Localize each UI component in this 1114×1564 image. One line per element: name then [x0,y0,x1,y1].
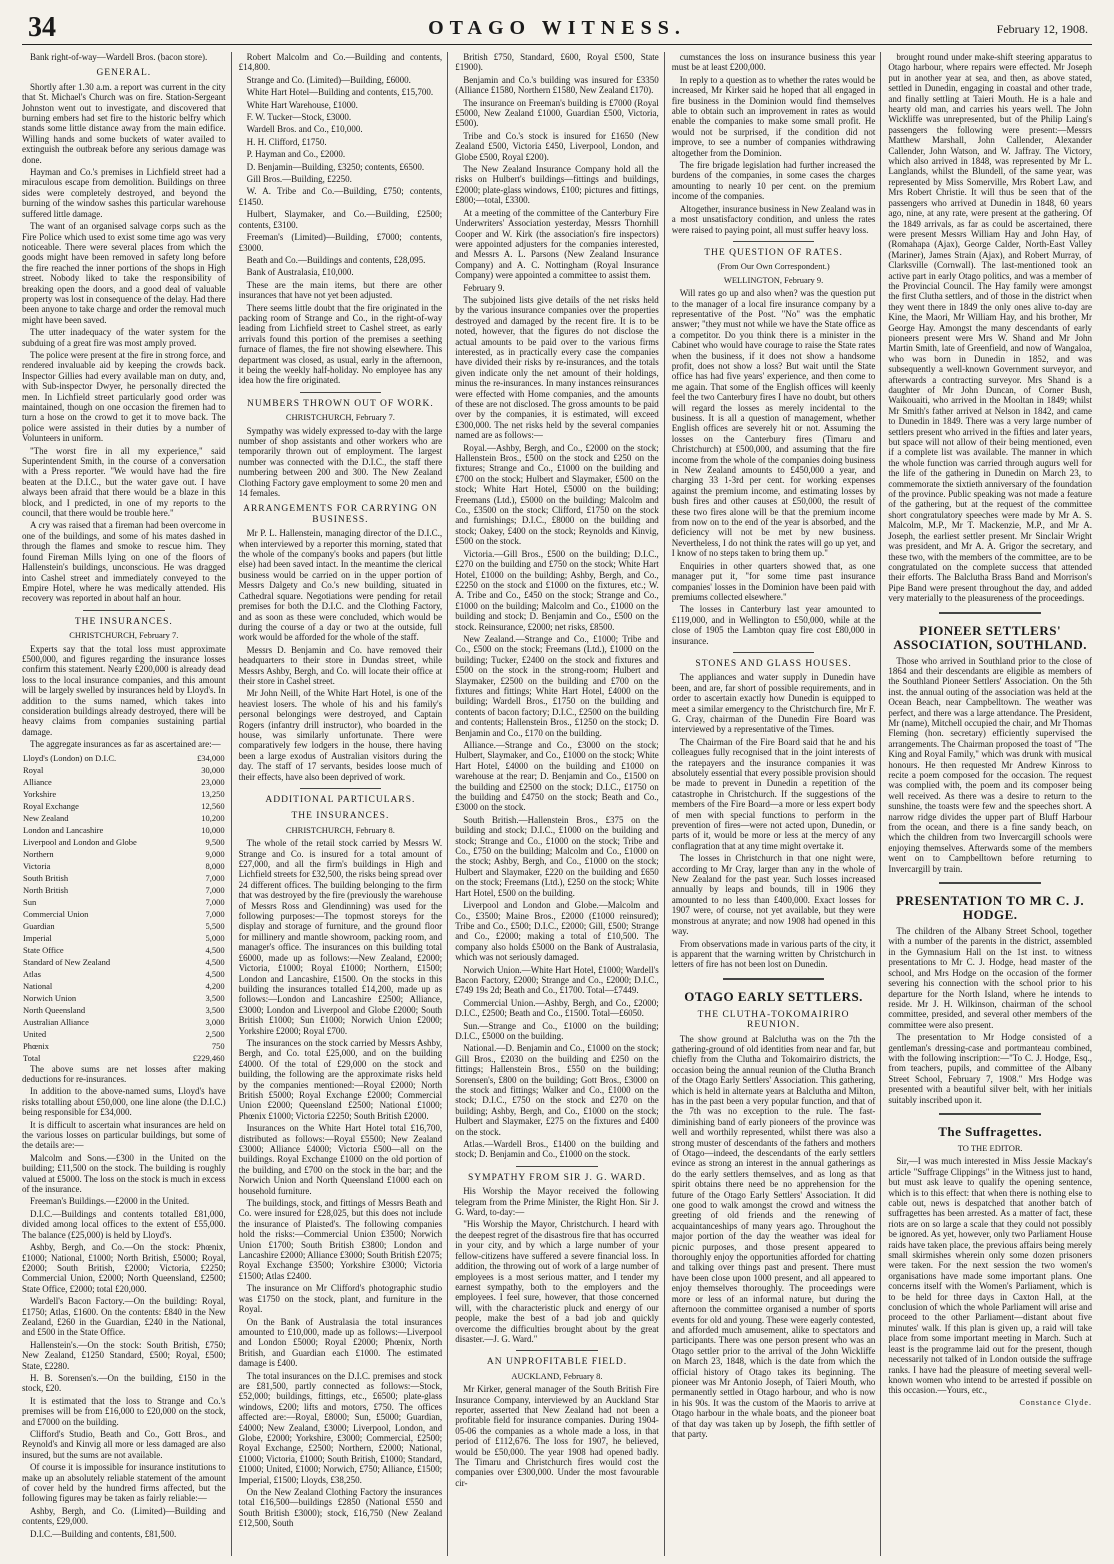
paragraph: P. Hayman and Co., £2000. [246,149,346,160]
section-heading: AN UNPROFITABLE FIELD. [486,1357,628,1368]
section-divider [723,978,825,980]
paragraph: From observations made in various parts of the city, it is apparent that the warning written by Christchurch in letters of fire has not been lost on Dunedin. [671,938,876,970]
paragraph: Mr P. L. Hallenstein, managing director of the D.I.C., when interviewed by a reporter this morning, stated that the whole of the company's books and papers (but little else) had been saved intact. In the meantime the clerical business would be carried on in the upper portion of Messrs Dalgety and Co.'s new building, situated in Cathedral square. Negotiations were pending for retail premises for both the D.I.C. and the Clothing Factory, and as soon as these were concluded, which would be during the course of a day or two at the outside, full work would be afforded for the whole of the staff. [238,528,443,643]
amount: £34,000 [196,752,225,763]
company-name: Commercial Union [23,908,89,919]
paragraph: The losses in Canterbury last year amounted to £119,000, and in Wellington to £50,000, while at the close of 1905 the Lambton quay fire cost £80,000 in insurance. [671,604,876,646]
company-name: Guardian [23,920,55,931]
section-heading: THE CLUTHA-TOKOMAIRIRO REUNION. [697,1009,850,1031]
table-row [22,764,226,776]
paragraph: White Hart Warehouse, £1000. [246,99,358,110]
paragraph: The show ground at Balclutha was on the 7th the gathering-ground of old identities from near and far, but chiefly from the Clutha and Tokomairiro districts, the occasion being the annual reunion of the Clutha Branch of the Otago Early Settlers' Association. This gathering, which is held in alternate years at Balclutha and Milton, has in the past been a very popular function, and that of the 7th was no exception to the rule. The fast-diminishing band of early pioneers of the province was well and worthily represented, whilst there was also a strong muster of descendants of the fathers and mothers of Otago—indeed, the descendants of the early settlers evince as strong an interest in the annual gatherings as do the early settlers themselves, and as long as that spirit obtains there need be no apprehension for the future of the Otago Early Settlers' Association. It did one good to walk amongst the crowd and witness the greeting of old friends and the renewing of acquaintanceships of many years ago. Throughout the major portion of the day the weather was ideal for picnic purposes, and those present appeared to thoroughly enjoy the opportunities afforded for chatting and talking over things past and present. There must have been close upon 1000 present, and all appeared to enjoy themselves thoroughly. The proceedings were more or less of an informal nature, but during the afternoon the committee organised a number of sports events for old and young. These were eagerly contested, and afforded much amusement, alike to spectators and participants. There was one person present who was an Otago settler prior to the arrival of the John Wickliffe on March 23, 1848, which is the date from which the official history of Otago takes its beginning. The pioneer was Mr Antonio Joseph, of Taieri Mouth, who permanently settled in Otago harbour, and who is now in his 90s. It was the custom of the Maoris to arrive at Otago harbour in the whale boats, and the pioneer boat of that day was taken up by Joseph, the fifth settler of that party. [671,1033,876,1439]
amount: 7,000 [205,884,225,895]
paragraph: There seems little doubt that the fire originated in the packing room of Strange and Co., in the right-of-way leading from Lichfield street to Cashel street, as early arrivals found this portion of the premises a seething furnace of flames, the fire not showing elsewhere. This department was closed, as usual, early in the afternoon, it being the weekly half-holiday. No employee has any idea how the fire originated. [238,302,443,386]
company-name: Standard of New Zealand [23,956,111,967]
paragraph: The insurance on Freeman's building is £7000 (Royal £5000, New Zealand £1000, Guardian £500, Victoria, £500). [455,97,659,129]
section-divider [516,1166,597,1167]
paragraph: Experts say that the total loss must approximate £500,000, and figures regarding the insurance losses confirm this statement. Nearly £200,000 is already dead loss to the local insurance companies, and this amount will be largely swelled by insurances held by Lloyd's. In addition to the sums named, which takes into consideration buildings already destroyed, there will be heavy claims from companies sustaining partial damage. [22,643,226,737]
dateline: CHRISTCHURCH, February 8. [285,824,395,835]
paragraph: The insurance on Mr Clifford's photographic studio was £1750 on the stock, plant, and furniture in the Royal. [238,1283,443,1315]
amount: 13,250 [201,788,225,799]
paragraph: Sir,—I was much interested in Miss Jessie Mackay's article "Suffrage Clippings" in the Witness just to hand, but must ask leave to qualify the opening sentence, which is to this effect: that when there is nothing else to cable out, news is despatched that another batch of suffragettes has been arrested. As a matter of fact, these riots are on so large a scale that they could not possibly be ignored. As yet, however, only two Parliament House raids have taken place, the previous affairs being merely small skirmishes wherein only some dozen prisoners were taken. For the next session the two women's organisations have made some important plans. One concerns itself with the Women's Parliament, which is to be held for three days in Caxton Hall, at the conclusion of which the whole Parliament will arise and proceed to the other Parliament—distant about five minutes' walk. If this plan is given up, a raid will take place from some important meeting in March. Such at least is the programme laid out for the present, though necessarily not talked of in London outside the suffrage ranks. I have had the pleasure of meeting several well-known women who intend to be arrested if possible on this occasion.—Yours, etc., [888,1156,1092,1396]
paragraph: Messrs D. Benjamin and Co. have removed their headquarters to their store in Dundas street, while Messrs Ashby, Bergh, and Co. will locate their office at their store in Cashel street. [238,644,443,686]
section-divider [939,612,1041,614]
column-2 [239,52,449,1556]
company-name: South British [23,872,69,883]
company-name: Royal Exchange [23,800,79,811]
paragraph: The New Zealand Insurance Company hold all the risks on Hulbert's buildings—fittings and buildings, £2000; plate-glass windows, £100; pictures and fittings, £800;—total, £3300. [455,164,659,206]
paragraph: Of course it is impossible for insurance institutions to make up an absolutely reliable statement of the amount of cover held by the hundred firms affected, but the following figures may be taken as fairly reliable:— [22,1462,226,1504]
paragraph: Beath and Co.—Buildings and contents, £28,095. [246,254,426,265]
paragraph: Benjamin and Co.'s building was insured for £3350 (Alliance £1580, Northern £1580, New Zealand £170). [455,74,659,96]
paragraph: H. B. Sorensen's.—On the building, £150 in the stock, £20. [22,1372,226,1394]
company-name: North British [23,884,69,895]
company-name: Royal [23,764,44,775]
paragraph: The police were present at the fire in strong force, and rendered invaluable aid by keeping the crowds back. Inspector Gillies had every available man on duty, and, with Sub-inspector Dwyer, he personally directed the men. In Lichfield street particularly good order was maintained, though on one occasion the firemen had to turn a hose on the crowd to get it to move back. The police were assisted in their duties by a number of Volunteers in uniform. [22,349,226,444]
paragraph: Hallenstein's.—On the stock: South British, £750; New Zealand, £1250 Standard, £500; Royal, £500; State, £2280. [22,1339,226,1371]
section-heading: ADDITIONAL PARTICULARS. [265,795,416,805]
section-heading: NUMBERS THROWN OUT OF WORK. [247,398,434,409]
paragraph: Enquiries in other quarters showed that, as one manager put it, "for some time past insurance companies' losses in the Dominion have been paid with premiums collected elsewhere." [671,560,876,602]
paragraph: It is estimated that the loss to Strange and Co.'s premises will be from £16,000 to £20,000 on the stock, and £7000 on the building. [22,1395,226,1427]
paragraph: Robert Malcolm and Co.—Building and contents, £14,800. [238,52,443,73]
section-heading: THE INSURANCES. [74,616,173,627]
dateline: WELLINGTON, February 9. [723,274,824,285]
paragraph: National.—D. Benjamin and Co., £1000 on the stock; Gill Bros., £2030 on the building and £250 on the fittings; Hallenstein Bros., £550 on the building; Sorensen's, £800 on the building; Gott Bros., £3000 on the stock and fittings; Walker and Co., £1000 on the stock; D.I.C., £750 on the stock and £270 on the building; Ashby, Bergh, and Co., £1000 on the stock; Hulbert and Slaymaker, £275 on the fixtures and £400 on the stock. [455,1043,659,1137]
article-headline: The Suffragettes. [938,1123,1043,1139]
table-row [22,1016,226,1028]
company-name: Total [23,1052,41,1063]
paragraph: Freeman's (Limited)—Building, £7000; contents, £3000. [238,232,443,253]
paragraph: At a meeting of the committee of the Canterbury Fire Underwriters' Association yesterday, Messrs Thornhill Cooper and W. Kirk (the association's fire inspectors) were appointed adjusters for the companies interested, and Messrs A. L. Parsons (New Zealand Insurance Company) and A. C. Nottingham (Royal Insurance Company) were appointed a committee to assist them. [455,207,659,281]
amount: 3,000 [205,1016,225,1027]
paragraph: D.I.C.—Buildings and contents totalled £81,000, divided among local offices to the extent of £55,000. The balance (£25,000) is held by Lloyd's. [22,1208,226,1240]
paragraph: On the New Zealand Clothing Factory the insurances total £16,500—buildings £2850 (National £550 and South British £3000); stock, £16,750 (New Zealand £12,500, South [238,1487,443,1529]
amount: 7,000 [205,896,225,907]
article-columns [22,52,1092,1556]
paragraph: The insurances on the stock carried by Messrs Ashby, Bergh, and Co. total £25,000, and on the building £4000. Of the total of £29,000 on the stock and building, the following are the approximate risks held by the companies mentioned:—Royal £2000; North British £5000; Royal Exchange £2000; Commercial Union £2000; Queensland £2500; National £1000; Phœnix £1000; Victoria £2250; South British £2000. [238,1037,443,1121]
amount: 7,000 [205,872,225,883]
table-row [22,788,226,800]
table-row [22,884,226,896]
amount: 750 [211,1040,225,1051]
table-row [22,908,226,920]
paragraph: In addition to the above-named sums, Lloyd's have risks totalling about £50,000, one line alone (the D.I.C.) being responsible for £34,000. [22,1086,226,1118]
table-row [22,800,226,812]
amount: £229,460 [192,1052,225,1063]
paragraph: Victoria.—Gill Bros., £500 on the building; D.I.C., £270 on the building and £750 on the stock; White Hart Hotel, £1000 on the building; Ashby, Bergh, and Co., £2250 on the stock and £1000 on the fixtures, etc.; W. A. Tribe and Co., £450 on the stock; Strange and Co., £1000 on the building; Malcolm and Co., £1000 on the building and stock; D. Benjamin and Co., £500 on the stock. Reinsurance, £2000; net risks, £8500. [455,548,659,632]
company-name: Liverpool and London and Globe [23,836,137,847]
newspaper-title: OTAGO WITNESS. [428,17,686,39]
company-name: Atlas [23,968,41,979]
company-name: National [23,980,53,991]
table-row [22,932,226,944]
paragraph: Malcolm and Sons.—£300 in the United on the building; £11,500 on the stock. The building is roughly valued at £5000. The loss on the stock is much in excess of the insurance. [22,1152,226,1195]
amount: 4,500 [205,956,225,967]
company-name: Sun [23,896,37,907]
amount: 9,500 [205,836,225,847]
article-headline: PIONEER SETTLERS' ASSOCIATION, SOUTHLAND. [893,622,1087,652]
company-name: Alliance [23,776,52,787]
amount: 4,500 [205,968,225,979]
company-name: Lloyd's (London) on D.I.C. [23,752,117,763]
section-heading: ARRANGEMENTS FOR CARRYING ON BUSINESS. [243,504,438,525]
paragraph: The above sums are net losses after making deductions for re-insurances. [22,1063,226,1084]
paragraph: D. Benjamin—Building, £3250; contents, £6500. [246,161,425,172]
company-name: Victoria [23,860,51,871]
table-row [22,980,226,992]
paragraph: Commercial Union.—Ashby, Bergh, and Co., £2000; D.I.C., £2500; Beath and Co., £1500. Total—£6050. [455,997,659,1019]
paragraph: Royal.—Ashby, Bergh, and Co., £2000 on the stock; Hallenstein Bros., £500 on the stock and £250 on the fixtures; Strange and Co., £1000 on the building and £700 on the stock; Hulbert and Slaymaker, £500 on the stock; White Hart Hotel, £5000 on the building; Freemans (Ltd.), £5000 on the building; Malcolm and Co., £3500 on the stock; Clifford, £1750 on the stock and furnishings; D.I.C., £8000 on the building and stock; Oakey, £400 on the stock; Reynolds and Kinvig, £500 on the stock. [455,442,659,547]
paragraph: On the Bank of Australasia the total insurances amounted to £10,000, made up as follows:—Liverpool and London £5000; Royal £2000; Phœnix, North British, and Guardian each £1000. The estimated damage is £400. [238,1316,443,1369]
paragraph: Alliance.—Strange and Co., £3000 on the stock; Hulbert, Slaymaker, and Co., £1000 on the stock; White Hart Hotel, £4000 on the building and £1000 on warehouse at the rear; D. Benjamin and Co., £1500 on the building and £2500 on the stock; D.I.C., £1750 on the building and £4750 on the stock; Beath and Co., £3000 on the stock. [455,740,659,813]
paragraph: Tribe and Co.'s stock is insured for £1650 (New Zealand £500, Victoria £450, Liverpool, London, and Globe £500, Royal £200). [455,130,659,162]
paragraph: Hayman and Co.'s premises in Lichfield street had a miraculous escape from demolition. Buildings on three sides were completely destroyed, and beyond the burning of the window sashes this particular warehouse suffered little damage. [22,167,226,219]
paragraph: Bank of Australasia, £10,000. [246,267,354,278]
table-row [22,968,226,980]
table-row [22,896,226,908]
company-name: Phœnix [23,1040,49,1051]
paragraph: Freeman's Buildings.—£2000 in the United. [30,1196,190,1207]
paragraph: It is difficult to ascertain what insurances are held on the various losses on particular buildings, but some of the details are:— [22,1119,226,1151]
company-name: Yorkshire [23,788,57,799]
paragraph: Insurances on the White Hart Hotel total £16,700, distributed as follows:—Royal £5500; New Zealand £3000; Alliance £4000; Victoria £500—all on the buildings. Royal Exchange £1000 on the old portion of the building, and £700 on the stock in the bar; and the Norwich Union and North Queensland £1000 each on household furniture. [238,1123,443,1196]
column-3 [455,52,665,1556]
amount: 23,000 [201,776,225,787]
company-name: New Zealand [23,812,69,823]
section-heading: THE INSURANCES. [291,811,390,822]
dateline: CHRISTCHURCH, February 7. [69,630,179,641]
article-headline: PRESENTATION TO MR C. J. HODGE. [896,893,1085,923]
paragraph: The appliances and water supply in Dunedin have been, and are, far short of possible requirements, and in order to ascertain exactly how Dunedin is equipped to meet a similar emergency to the Christchurch fire, Mr F. G. Cray, chairman of the Dunedin Fire Board was interviewed by a representative of the Times. [671,672,876,735]
paragraph: "The worst fire in all my experience," said Superintendent Smith, in the course of a conversation with a Press reporter. "We would have had the fire beaten at the D.I.C., but the water gave out. I have always been afraid that there would be a blaze in this block, and I predicted, in one of my reports to the council, that there would be trouble here." [22,445,226,519]
amount: 10,200 [201,812,225,823]
amount: 3,500 [205,1004,225,1015]
paragraph: His Worship the Mayor received the following telegram from the Prime Minister, the Right Hon. Sir J. G. Ward, to-day:— [455,1186,659,1218]
section-divider [300,788,381,789]
paragraph: The utter inadequacy of the water system for the subduing of a great fire was most amply proved. [22,327,226,348]
table-row [22,956,226,968]
table-row [22,1040,226,1052]
amount: 9,000 [205,848,225,859]
paragraph: cumstances the loss on insurance business this year must be at least £200,000. [671,52,876,73]
signature: Constance Clyde. [1019,1397,1092,1407]
paragraph: Those who arrived in Southland prior to the close of 1864 and their descendants are eligible as members of the Southland Pioneer Settlers' Association. On the 5th inst. the annual outing of the association was held at the Ocean Beach, near Campbelltown. The weather was perfect, and there was a large attendance. The President, Mr (name), Mitchell occupied the chair, and Mr Thomas Fleming (hon. secretary) efficiently supervised the arrangements. The Chairman proposed the toast of "The King and Royal Family," which was drunk with musical honours. He then requested Mr Andrew Kinross to recite a poem composed for the occasion. The request was complied with, the poem and its composer being well received. As there was a desire to return to the sunshine, the toasts were few and the speeches short. A narrow ridge divides the upper part of Bluff Harbour from the ocean, and there is a fine sandy beach, on which the children from two Invercargill schools were enjoying themselves. Afterwards some of the members went on to Campbelltown before returning to Invercargill by train. [888,655,1092,874]
paragraph: The subjoined lists give details of the net risks held by the various insurance companies over the properties destroyed and damaged by the recent fire. It is to be noted, however, that the figures do not disclose the actual amounts to be paid over to the various firms interested, as in practically every case the companies have divided their risks by re-insurances, and the totals given indicate only the net amount of their holdings, minus the re-insurances. In many instances reinsurances were effected with Home companies, and the amounts of these are not disclosed. The gross amounts to be paid over by the companies, it is estimated, will exceed £300,000. The net risks held by the several companies named are as follows:— [455,294,659,441]
table-row [22,848,226,860]
masthead [22,8,1092,45]
company-name: Australian Alliance [23,1016,89,1027]
table-row [22,1052,226,1064]
table-row [22,860,226,872]
column-5 [888,52,1092,1556]
company-name: North Queensland [23,1004,86,1015]
paragraph: H. H. Clifford, £1750. [246,136,327,147]
paragraph: February 9. [463,282,505,293]
paragraph: The whole of the retail stock carried by Messrs W. Strange and Co. is insured for a total amount of £27,000, and all the firm's buildings in High and Lichfield streets for £32,500, the risks being spread over 24 different offices. The building belonging to the firm that was destroyed by the fire (previously the warehouse of Messrs Ross and Glendinning) was used for the following purposes:—The topmost storeys for the display and storage of furniture, and the ground floor for millinery and mantle showroom, packing room, and manager's office. The insurances on this building total £6000, made up as follows:—New Zealand, £2000; Victoria, £1000; Royal £1000; Northern, £1500; London and Lancashire, £1500. On the stocks in this building the insurances totalled £14,200, made up as follows:—London and Lancashire £2500; Alliance, £3000; London and Liverpool and Globe £2000; South British £1000; Sun £1000; Norwich Union £2000; Yorkshire £2000; Royal £700. [238,838,443,1036]
section-divider [83,610,164,611]
paragraph: The children of the Albany Street School, together with a number of the parents in the district, assembled in the Gymnasium Hall on the 1st inst. to witness presentations to Mr C. J. Hodge, head master of the school, and Mrs Hodge on the occasion of the former severing his connection with the school prior to his departure for the North Island, where he intends to reside. Mr J. H. Wilkinson, chairman of the school committee, presided, and several other members of the committee were also present. [888,926,1092,1030]
table-row [22,752,226,764]
company-name: Imperial [23,932,52,943]
amount: 30,000 [201,764,225,775]
paragraph: A cry was raised that a fireman had been overcome in one of the buildings, and some of his mates dashed in through the flames and smoke to rescue him. They found Fireman Mills lying on one of the floors of Hallenstein's buildings, unconscious. He was dragged into Cashel street and immediately conveyed to the Empire Hotel, where he was medically attended. His recovery was reported in about half an hour. [22,520,226,604]
section-divider [516,1350,597,1351]
paragraph: Liverpool and London and Globe.—Malcolm and Co., £3500; Maine Bros., £2000 (£1000 reinsured); Tribe and Co., £500; D.I.C., £2000; Gill, £500; Strange and Co., £2000; making a total of £10,500. The company also holds £5000 on the Bank of Australasia, which was not seriously damaged. [455,900,659,963]
company-name: Northern [23,848,54,859]
amount: 5,000 [205,932,225,943]
section-divider [300,392,381,393]
amount: 12,560 [201,800,225,811]
table-row [22,824,226,836]
section-heading: THE QUESTION OF RATES. [704,247,843,258]
section-divider [733,241,814,242]
page-number: 34 [28,12,56,43]
section-heading: SYMPATHY FROM SIR J. G. WARD. [467,1172,647,1183]
paragraph: Altogether, insurance business in New Zealand was in a most unsatisfactory condition, and unless the rates were raised to paying point, all must suffer heavy loss. [671,203,876,235]
amount: 5,500 [205,920,225,931]
paragraph: White Hart Hotel—Building and contents, £15,700. [246,87,434,98]
paragraph: The total insurances on the D.I.C. premises and stock are £81,500, partly connected as follows:—Stock, £52,000; buildings, fittings, etc., £6500; plate-glass windows, £200; lifts and motors, £750. The offices affected are:—Royal, £8000; Sun, £5000; Guardian, £4000; New Zealand, £3000; Liverpool, London, and Globe, £2000; Yorkshire, £3000; Commercial, £2500; Royal Exchange, £2500; Northern, £2000; National, £1000; Victoria, £1000; South British, £1000; Standard, £1000; United, £1000; Norwich, £750; Alliance, £1500; Imperial, £1500; Lloyds, £38,250. [238,1370,443,1485]
amount: 7,000 [205,908,225,919]
paragraph: Wardell's Bacon Factory.—On the building: Royal, £1750; Atlas, £1600. On the contents: £840 in the New Zealand, £260 in the Guardian, £240 in the National, and £500 in the State Office. [22,1296,226,1338]
paragraph: D.I.C.—Building and contents, £81,500. [30,1528,177,1539]
article-headline: OTAGO EARLY SETTLERS. [684,988,863,1004]
paragraph: Strange and Co. (Limited)—Building, £6000. [246,74,411,85]
paragraph: In reply to a question as to whether the rates would be increased, Mr Kirker said he hoped that all engaged in fire business in the Dominion would find themselves able to obtain such an improvement in rates as would enable the companies to make some small profit. He would not be surprised, if the condition did not improve, to see a number of companies withdrawing altogether from the Dominion. [671,74,876,158]
section-divider [939,1113,1041,1115]
table-row [22,944,226,956]
paragraph: The fire brigade legislation had further increased the burdens of the companies, in some cases the charges amounting to nearly 10 per cent. on the premium income of the companies. [671,160,876,202]
paragraph: Sympathy was widely expressed to-day with the large number of shop assistants and other workers who are temporarily thrown out of employment. The largest number was connected with the D.I.C., the staff there numbering between 200 and 300. The New Zealand Clothing Factory gave employment to some 20 men and 14 females. [238,425,443,499]
amount: 10,000 [201,824,225,835]
paragraph: The presentation to Mr Hodge consisted of a gentleman's dressing-case and portmanteau combined, with the following inscription:—"To C. J. Hodge, Esq., from teachers, pupils, and committee of the Albany Street School, February 7, 1908." Mrs Hodge was presented with a beautiful silver belt, with her initials suitably inscribed upon it. [888,1032,1092,1105]
paragraph: Sun.—Strange and Co., £1000 on the building; D.I.C., £5000 on the building. [455,1020,659,1041]
dateline: AUCKLAND, February 8. [511,1370,603,1381]
paragraph: Norwich Union.—White Hart Hotel, £1000; Wardell's Bacon Factory, £2000; Strange and Co., £2000; D.I.C., £749 19s 2d; Beath and Co., £1700. Total—£7449. [455,964,659,996]
paragraph: Hulbert, Slaymaker, and Co.—Building, £2500; contents, £3100. [238,209,443,230]
company-name: United [23,1028,47,1039]
paragraph: The losses in Christchurch in that one night were, according to Mr Cray, larger than any in the whole of New Zealand for the past year. Such losses increased annually by leaps and bounds, till in 1906 they amounted to no less than £400,000. Exact losses for 1907 were, of course, not yet available, but they were monstrous at anyrate; and now 1908 had opened in this way. [671,853,876,937]
dateline: TO THE EDITOR. [957,1142,1023,1153]
company-name: State Office [23,944,64,955]
amount: 8,000 [205,860,225,871]
column-1 [22,52,232,1556]
column-4 [672,52,882,1556]
section-heading: GENERAL. [96,68,152,79]
company-name: London and Lancashire [23,824,104,835]
amount: 2,500 [205,1028,225,1039]
insurance-table [22,752,226,1064]
paragraph: Shortly after 1.30 a.m. a report was current in the city that St. Michael's Church was on fire. Station-Sergeant Johnston went out to investigate, and discovered that burning embers had set fire to the historic belfry which stands some little distance away from the main edifice. Willing hands and some buckets of water availed to extinguish the outbreak before any serious damage was done. [22,81,226,165]
table-row [22,776,226,788]
paragraph: Mr John Neill, of the White Hart Hotel, is one of the heaviest losers. The whole of his and his family's personal belongings were destroyed, and Captain Rogers (infantry drill instructor), who boarded in the house, was similarly unfortunate. There were comparatively few lodgers in the house, there having been a large exodus of Australian visitors during the day. The staff of 17 servants, besides loose much of their effects, have also been deprived of work. [238,688,443,782]
paragraph: "His Worship the Mayor, Christchurch. I heard with the deepest regret of the disastrous fire that has occurred in your city, and by which a large number of your fellow-citizens have suffered a severe financial loss. In addition, the throwing out of work of a large number of employees is a most serious matter, and I tender my earnest sympathy, both to the employers and the employees. I feel sure, however, that those concerned will, with the characteristic pluck and energy of our people, make the best of a bad job and quickly overcome the difficulties brought about by the great disaster.—J. G. Ward." [455,1219,659,1344]
paragraph: Bank right-of-way—Wardell Bros. (bacon store). [30,52,208,62]
table-row [22,920,226,932]
paragraph: The buildings, stock, and fittings of Messrs Beath and Co. were insured for £28,025, but this does not include the insurance of Plaisted's. The following companies hold the risks:—Commercial Union £3500; Norwich Union £1700; South British £3800; London and Lancashire £2000; Alliance £3000; South British £2075; Royal Exchange £3500; Yorkshire £3000; Victoria £1500; Atlas £2400. [238,1198,443,1281]
section-divider [733,652,814,653]
paragraph: Wardell Bros. and Co., £10,000. [246,124,363,135]
paragraph: Clifford's Studio, Beath and Co., Gott Bros., and Reynold's and Kinvig all more or less damaged are also insured, but the sums are not available. [22,1429,226,1460]
section-heading: STONES AND GLASS HOUSES. [695,658,852,669]
company-name: Norwich Union [23,992,77,1003]
table-row [22,836,226,848]
paragraph: Ashby, Bergh, and Co. (Limited)—Building and contents, £29,000. [22,1505,226,1527]
table-row [22,872,226,884]
section-divider [939,882,1041,884]
paragraph: New Zealand.—Strange and Co., £1000; Tribe and Co., £500 on the stock; Freemans (Ltd.), £1000 on the building; Tucker, £2400 on the stock and fixtures and £500 on the stock in the strong-room; Hulbert and Slaymaker, £2500 on the building and £700 on the fixtures and fittings; White Hart Hotel, £4000 on the building; Wardell Bros., £1750 on the building and contents of bacon factory; D.I.C., £2500 on the building and contents; Hallenstein Bros., £1250 on the stock; D. Benjamin and Co., £170 on the building. [455,633,659,738]
dateline: CHRISTCHURCH, February 7. [285,412,395,423]
amount: 4,500 [205,944,225,955]
dateline: (From Our Own Correspondent.) [717,261,830,272]
issue-date: February 12, 1908. [996,22,1088,36]
table-row [22,1004,226,1016]
paragraph: Mr Kirker, general manager of the South British Fire Insurance Company, interviewed by an Auckland Star reporter, asserted that New Zealand had not been a profitable field for insurance companies. During 1904-05-06 the companies as a whole made a loss, in that period of £112,676. The loss for 1907, he believed, would be £50,000. The year 1908 had opened badly. The Timaru and Christchurch fires would cost the companies over £300,000. Under the most favourable cir- [455,1384,659,1488]
table-row [22,992,226,1004]
paragraph: The Chairman of the Fire Board said that he and his colleagues fully recognised that in the joint interests of the ratepayers and the insurance companies it was absolutely essential that every possible provision should be made to prevent in Dunedin a repetition of the catastrophe in Christchurch. If the suggestions of the members of the Fire Board—a more or less expert body of men with special functions to perform in the prevention of fires—were not acted upon, Dunedin, or parts of it, would be more or less at the mercy of any conflagration that at any time might overtake it. [671,736,876,851]
paragraph: British £750, Standard, £600, Royal £500, State £1900). [455,52,659,73]
amount: 4,200 [205,980,225,991]
paragraph: W. A. Tribe and Co.—Building, £750; contents, £1450. [238,186,443,207]
amount: 3,500 [205,992,225,1003]
table-row [22,812,226,824]
paragraph: The want of an organised salvage corps such as the Fire Police which used to exist some time ago was very noticeable. There were several places from which the goods might have been removed in safety long before the fire reached the inner portions of the shops in High street. Nobody liked to take the responsibility of breaking open the doors, and a good deal of valuable property was lost in consequence of the delay. Had there been anyone to take charge and order the removal much might have been saved. [22,221,226,325]
table-row [22,1028,226,1040]
paragraph: brought round under make-shift steering apparatus to Otago harbour, where repairs were effected. Mr Joseph put in another year at sea, and then, as above stated, settled in Dunedin, engaging in coastal and other trade, and finally settling at Taieri Mouth. He is a hale and hearty old man, and carries his years well. The John Wickliffe was unrepresented, but of the Philip Laing's passengers the following were present:—Messrs Matthew Marshall, John Callender, Alexander Callender, John Watson, and W. Jaffray. The Victory, which also arrived in 1848, was represented by Mr L. Langlands, whilst the Blundell, of the same year, was represented by Miss Somerville, Mrs Robert Law, and Mrs Robert Christie. It will thus be seen that of the passengers who arrived at Dunedin in 1848, 60 years ago, nine, at any rate, were present at the gathering. Of the 1849 arrivals, as far as could be ascertained, there were present Messrs William Hay and John Hay, of (Romahapa (Ajax), George Calder, North-East Valley (Mariner), James Strain (Ajax), and Robert Murray, of Clarksville (Cornwall). The last-mentioned took an active part in early Otago politics, and was a member of the Provincial Council. The Hay family were amongst the first Clutha settlers, and of those in the district when they went there in 1849 the only ones alive to-day are Kine, the Maori, Mr William Hay, and his brother, Mr George Hay. Amongst the many descendants of early pioneers present were Mrs W. Shand and Mr John Martin Smith, late of Greenfield, and now of Wangaloa, who was born in Dunedin in 1852, and was subsequently a well-known Government surveyor, and afterwards a contracting surveyor. Mrs Shand is a daughter of Mr John Duncan, of Corner Bush, Waikouaiti, who arrived in the Mooltan in 1849; whilst Mr Smith's father arrived at Nelson in 1842, and came to Dunedin in 1849. There was a very large number of settlers present who arrived in the fifties and later years, but space will not allow of their being mentioned, even if a complete list was available. The manner in which the whole function was carried through augurs well for the life of the gathering in Dunedin on March 23, to commemorate the sixtieth anniversary of the foundation of the province. Public speaking was not made a feature of the gathering, but at the request of the committee short congratulatory speeches were made by Mr A. S. Malcolm, M.P., Mr T. Mackenzie, M.P., and Mr A. Joseph, the earliest settler present. Mr Sinclair Wright was president, and Mr A. A. Grigor the secretary, and these two, with the members of the committee, are to be congratulated on the complete success that attended their efforts. The Balclutha Brass Band and Morrison's Pipe Band were present throughout the day, and added very materially to the pleasureness of the proceedings. [888,52,1092,604]
paragraph: F. W. Tucker—Stock, £3000. [246,112,352,123]
paragraph: Atlas.—Wardell Bros., £1400 on the building and stock; D. Benjamin and Co., £1000 on the stock. [455,1139,659,1160]
paragraph: These are the main items, but there are other insurances that have not yet been adjusted. [238,279,443,301]
paragraph: Gill Bros.—Building, £2250. [246,174,352,185]
paragraph: The aggregate insurances as far as ascertained are:— [30,739,221,750]
paragraph: Will rates go up and also when? was the question put to the manager of a local fire insurance company by a representative of the Post. "No" was the emphatic answer; "they must not while we have the State office as a competitor. Do you think there is a minister in the Cabinet who would have courage to raise the State rates when the business, if it does not show a handsome profit, does not show a loss? But wait until the State office has had five years' experience, and then come to me again. That some of the English offices will keenly feel the two Canterbury fires I have no doubt, but others will regard the losses as merely incidental to the business. It is all a question of management, whether English offices are severely hit or not. Assuming the losses on the Canterbury fires (Timaru and Christchurch) at £500,000, and assuming that the fire income from the whole of the companies doing business in New Zealand amounts to £450,000 a year, and charging 33 1-3rd per cent. for working expenses against the premium income, and estimating losses by bush fires and other causes at £50,000, the result of these two fires alone will be that the premium income from now on to the end of the year is absorbed, and the deficiency will not be met by new business. Nevertheless, I do not think the rates will go up yet, and I know of no steps taken to bring them up." [671,288,876,559]
paragraph: South British.—Hallenstein Bros., £375 on the building and stock; D.I.C., £1000 on the building and stock; Strange and Co., £1000 on the stock; Tribe and Co., £750 on the building; Malcolm and Co., £1000 on the stock; Ashby, Bergh, and Co., £1000 on the stock; Hulbert and Slaymaker, £220 on the building and £650 on the stock; Freemans (Ltd.), £250 on the stock; White Hart Hotel, £500 on the building. [455,814,659,898]
paragraph: Ashby, Bergh, and Co.—On the stock: Phœnix, £1000; National, £1000; North British, £5000; Royal, £2000; South British, £2000; Victoria, £2250; Commercial Union, £2000; North Queensland, £2500; State Office, £2000; total £20,000. [22,1242,226,1294]
